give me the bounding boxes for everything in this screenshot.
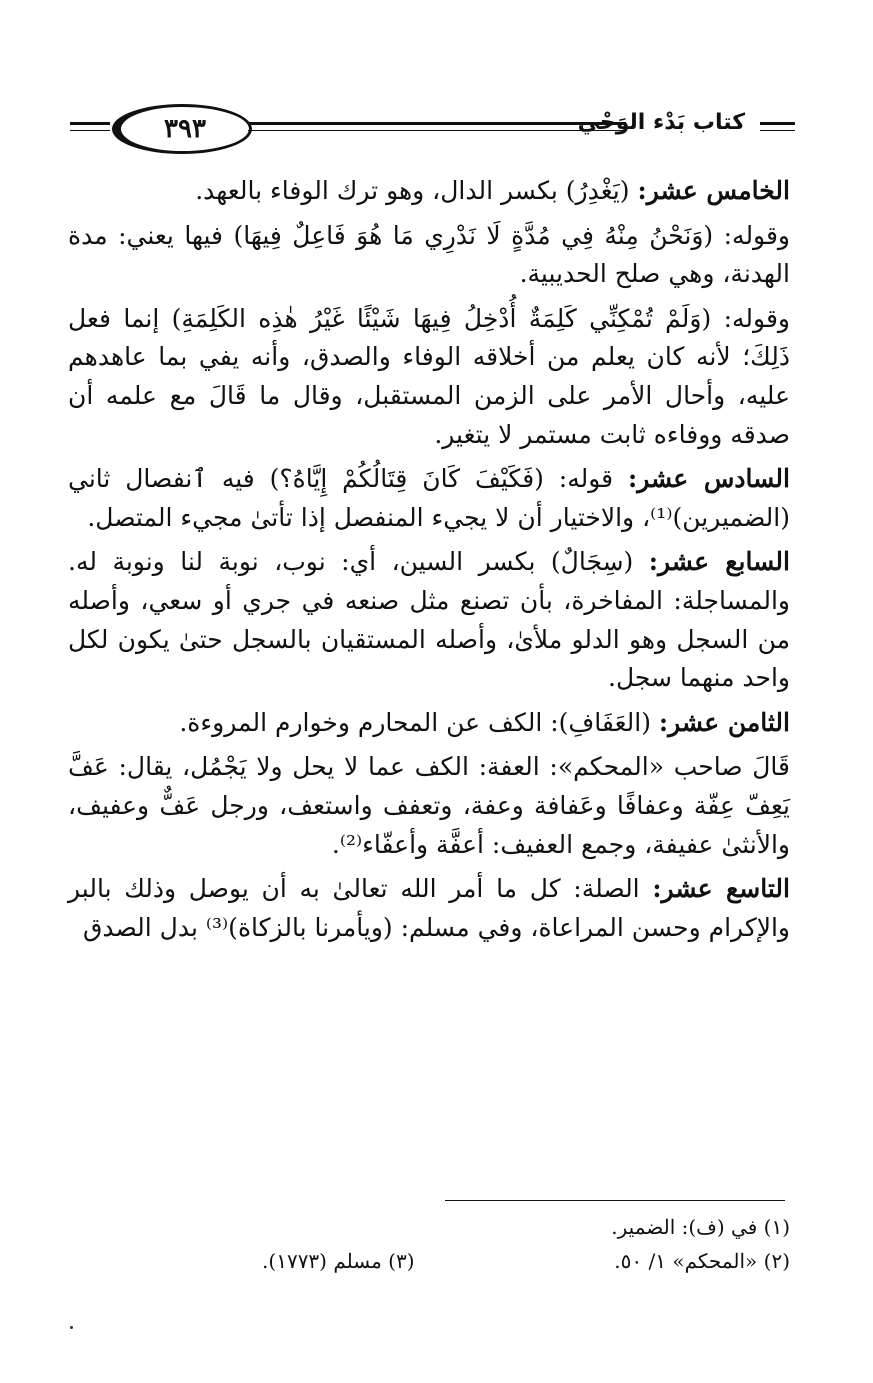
footnote-1: (١) في (ف): الضمير.: [611, 1215, 790, 1239]
header-rule-left-1: [70, 122, 110, 125]
paragraph-text: وقوله: (وَلَمْ تُمْكِنِّي كَلِمَةٌ أُدْخِلُ فِيهَا شَيْئًا غَيْرُ هٰذِه الكَلِمَةِ) إنما فعل ذَلِكَ؛ لأنه كان يعلم من أخلاقه الوفاء والصدق، وأنه يفي بما عاهدهم عليه، وأحال الأمر على الزمن المستقبل، وقال ما قَالَ مع علمه أن صدقه ووفاءه ثابت مستمر لا يتغير.: [68, 303, 790, 449]
footnote-2: (٢) «المحكم» ١/ ٥٠.: [614, 1249, 790, 1273]
paragraph-text: الصلة: كل ما أمر الله تعالىٰ به أن يوصل وذلك بالبر والإكرام وحسن المراعاة، وفي مسلم: (ويأمرنا بالزكاة)⁽³⁾ بدل الصدق: [68, 874, 790, 942]
footnote-row: [68, 1210, 790, 1244]
page-speck: [70, 1326, 73, 1329]
paragraph-19: [68, 870, 790, 947]
paragraph-15-c: [68, 300, 790, 454]
paragraph-16: [68, 460, 790, 537]
header-rule-middle-2: [248, 130, 626, 131]
footnote-3: (٣) مسلم (١٧٧٣).: [262, 1249, 415, 1273]
paragraph-text: (يَغْدِرُ) بكسر الدال، وهو ترك الوفاء بالعهد.: [195, 176, 638, 205]
paragraph-text: قَالَ صاحب «المحكم»: العفة: الكف عما لا يحل ولا يَجْمُل، يقال: عَفَّ يَعِفّ عِفّة وعفافًا وعَفافة وعفة، وتعفف واستعف، ورجل عَفٌّ وعفيف، والأنثىٰ عفيفة، وجمع العفيف: أعفَّة وأعفّاء⁽²⁾.: [68, 752, 790, 859]
section-lead: السابع عشر:: [648, 547, 790, 577]
running-header: [70, 100, 795, 162]
header-rule-right-2: [760, 130, 795, 131]
footnote-spacer: [68, 1210, 415, 1244]
paragraph-17: [68, 543, 790, 697]
section-lead: السادس عشر:: [627, 464, 790, 494]
footnote-separator: [445, 1200, 785, 1201]
paragraph-text: قوله: (فَكَيْفَ كَانَ قِتَالُكُمْ إِيَّاهُ؟) فيه ٱنفصال ثاني (الضميرين)⁽¹⁾، والاختيار أن لا يجيء المنفصل إذا تأتىٰ مجيء المتصل.: [68, 464, 790, 532]
paragraph-text: وقوله: (وَنَحْنُ مِنْهُ فِي مُدَّةٍ لَا نَدْرِي مَا هُوَ فَاعِلٌ فِيهَا) فيها يعني: مدة الهدنة، وهي صلح الحديبية.: [68, 220, 790, 289]
paragraph-18-b: [68, 748, 790, 864]
header-rule-left-2: [70, 130, 110, 131]
section-lead: الخامس عشر:: [637, 176, 790, 205]
paragraph-18: [68, 704, 790, 743]
paragraph-text: (سِجَالٌ) بكسر السين، أي: نوب، نوبة لنا ونوبة له. والمساجلة: المفاخرة، بأن تصنع مثل صنعه في جري أو سعي، وأصله من السجل وهو الدلو ملأىٰ، وأصله المستقيان بالسجل حتىٰ يكون لكل واحد منهما سجل.: [68, 547, 790, 693]
book-title: كتاب بَدْء الوَحْي: [577, 110, 745, 135]
page-number: ٣٩٣: [112, 104, 252, 154]
paragraph-15-b: [68, 217, 790, 294]
section-lead: الثامن عشر:: [658, 707, 790, 737]
footnote-row: [68, 1244, 790, 1278]
header-rule-middle-1: [248, 122, 626, 125]
paragraph-15: [68, 172, 790, 211]
header-rule-right-1: [760, 122, 795, 125]
footnotes: [68, 1210, 790, 1278]
body-text: [68, 172, 790, 953]
section-lead: التاسع عشر:: [652, 874, 790, 904]
paragraph-text: (العَفَافِ): الكف عن المحارم وخوارم المروءة.: [179, 707, 659, 737]
